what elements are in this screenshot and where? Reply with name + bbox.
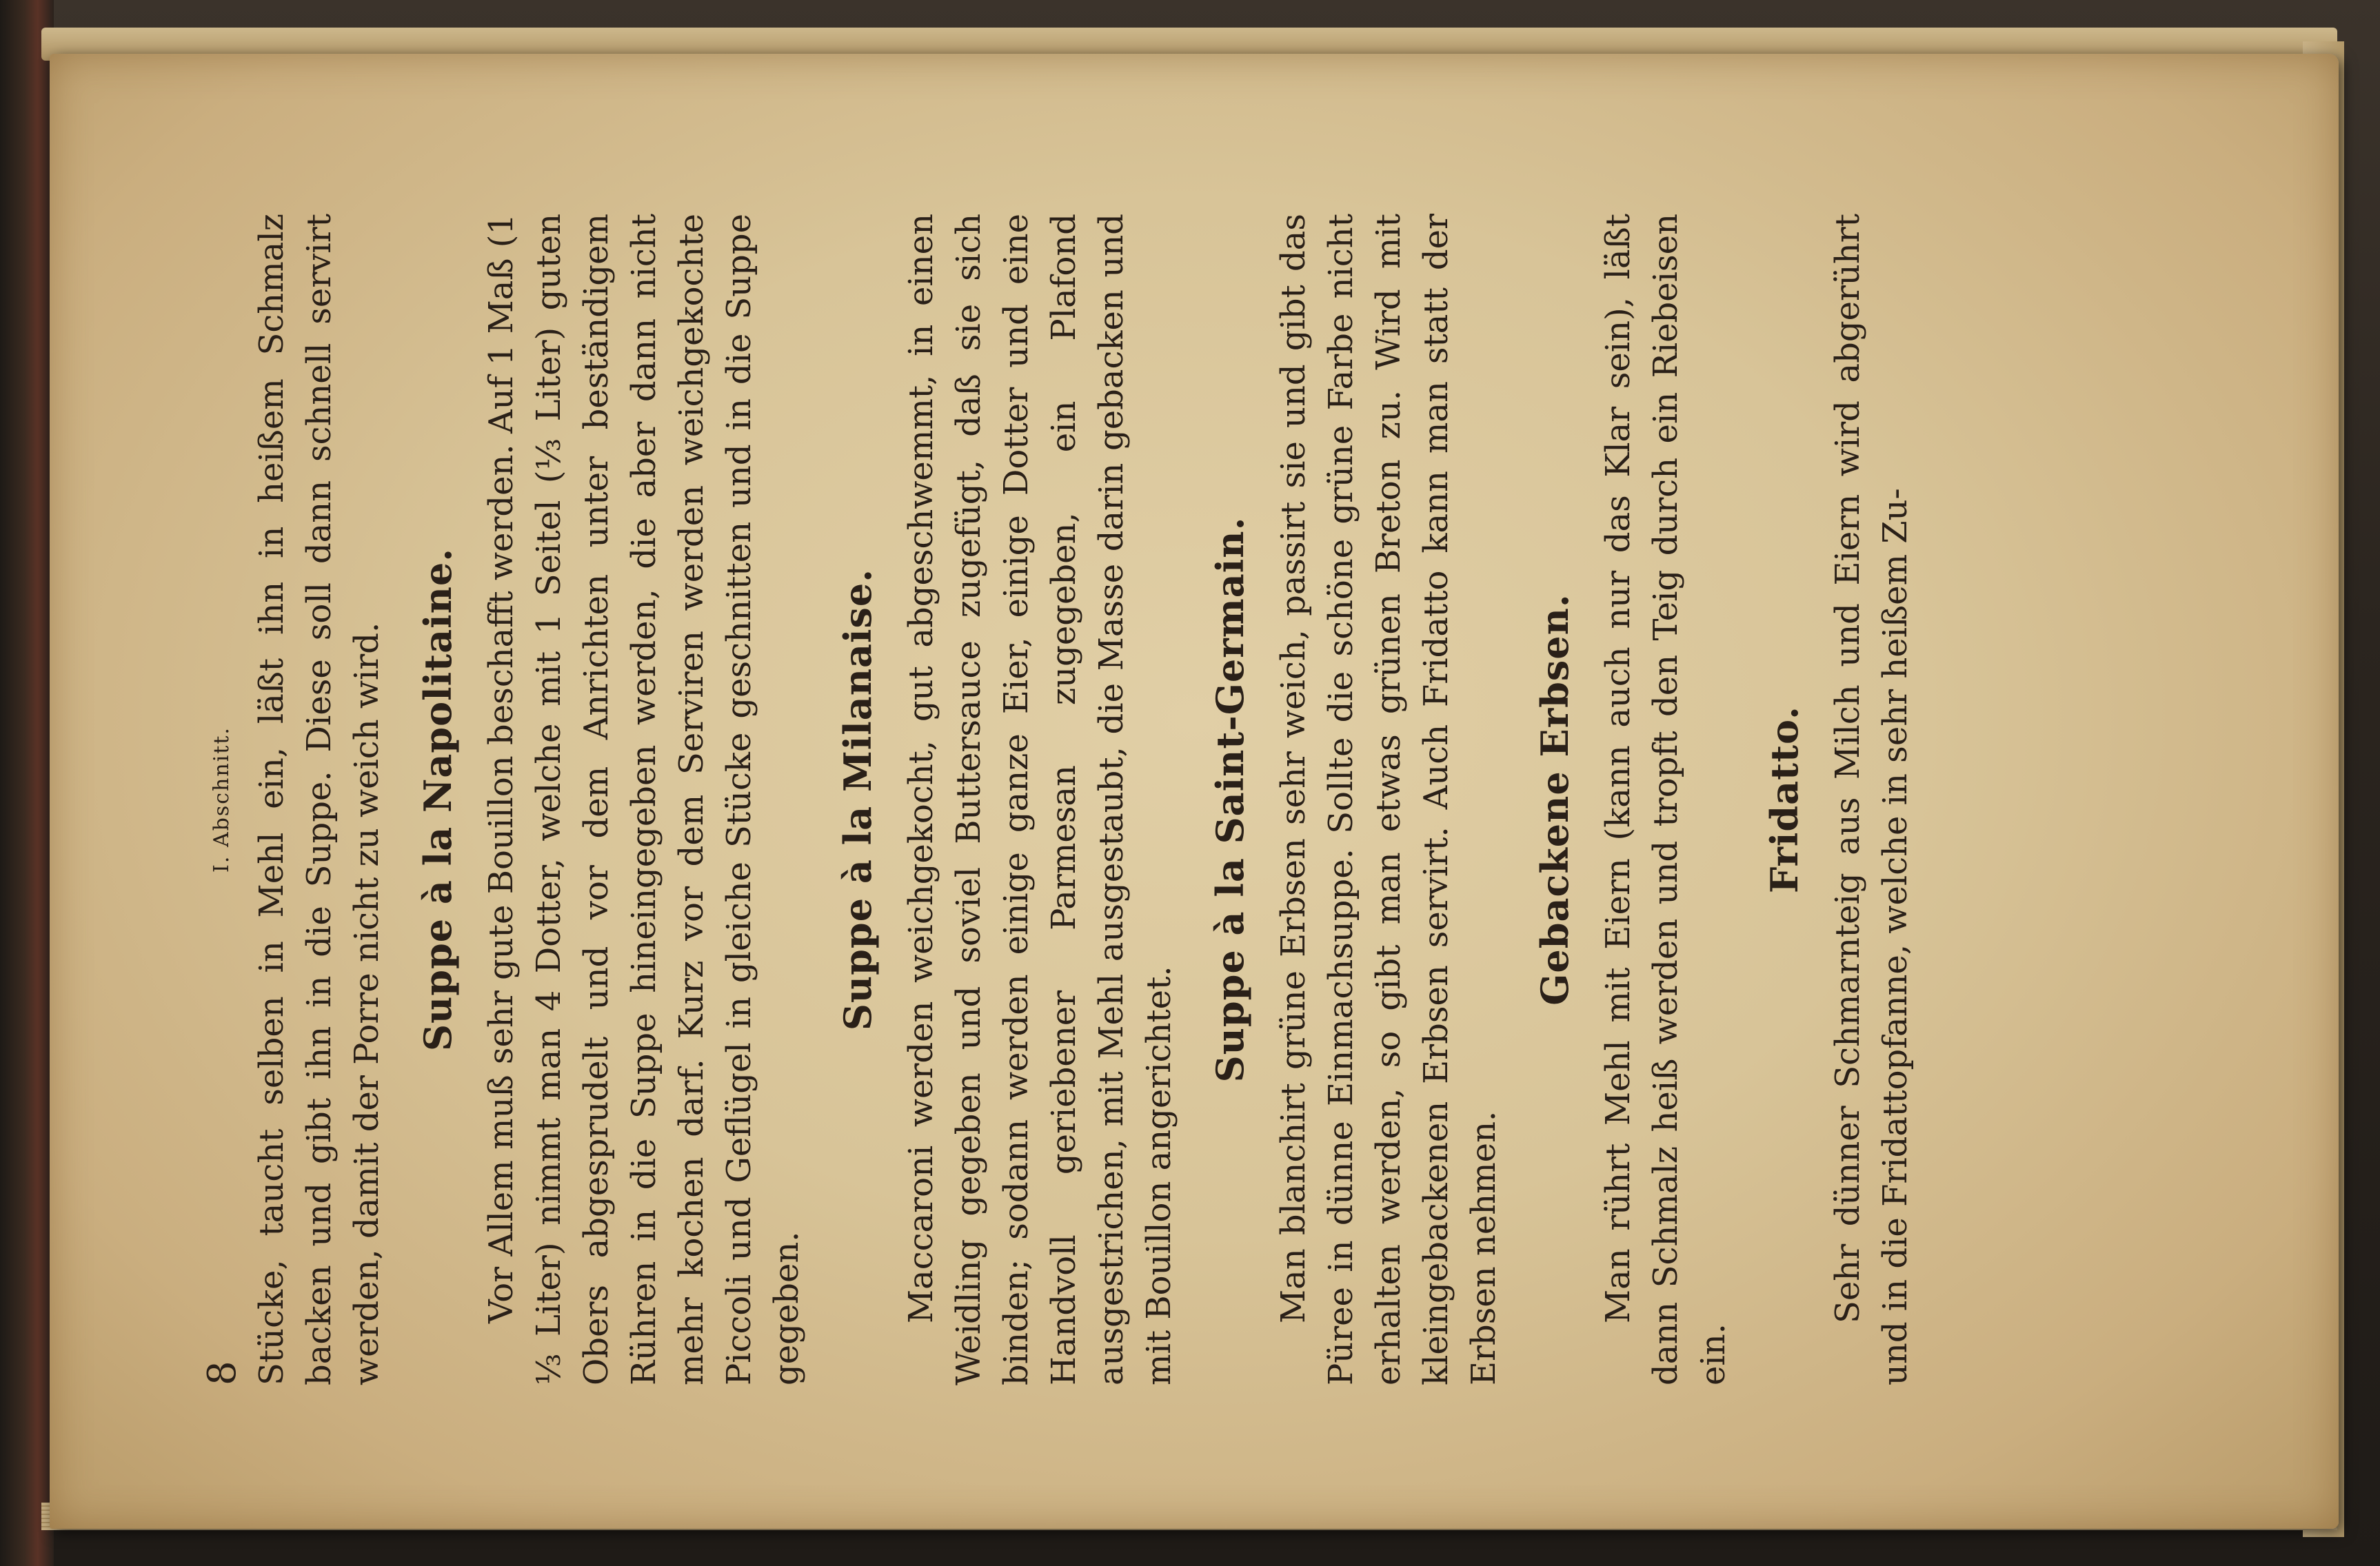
paragraph-napolitaine: Vor Allem muß sehr gute Bouillon beschafft werden. Auf 1 Maß (1 ⅓ Liter) nimmt man 4 Dotter, welche mit 1 Seitel (⅓ Liter) guten Obers abgesprudelt und vor dem Anrichten unter beständigem Rühren in die Suppe hineingegeben werden, die aber dann nicht mehr kochen darf. Kurz vor dem Serviren werden weichgekochte Piccoli und Geflügel in gleiche Stücke geschnitten und in die Suppe gegeben.	[482, 214, 806, 1385]
intro-paragraph: Stücke, taucht selben in Mehl ein, läßt ihn in heißem Schmalz backen und gibt ihn in die Suppe. Diese soll dann schnell servirt werden, damit der Porre nicht zu weich wird.	[252, 214, 386, 1385]
heading-saint-germain: Suppe à la Saint-Germain.	[1208, 516, 1252, 1083]
page-header	[200, 214, 248, 1385]
paragraph-gebackene-erbsen: Man rührt Mehl mit Eiern (kann auch nur das Klar sein), läßt dann Schmalz heiß werden und tropft den Teig durch ein Riebeisen ein.	[1599, 214, 1733, 1385]
paragraph-fridatto: Sehr dünner Schmarnteig aus Milch und Eiern wird abgerührt und in die Fridattopfanne, welche in sehr heißem Zu-	[1828, 214, 1915, 1385]
heading-fridatto: Fridatto.	[1762, 706, 1806, 893]
page-number: 8	[200, 1361, 245, 1385]
paragraph-saint-germain: Man blanchirt grüne Erbsen sehr weich, passirt sie und gibt das Püree in dünne Einmachsuppe. Sollte die schöne grüne Farbe nicht erhalten werden, so gibt man etwas grünen Breton zu. Wird mit kleingebackenen Erbsen servirt. Auch Fridatto kann man statt der Erbsen nehmen.	[1274, 214, 1503, 1385]
heading-napolitaine: Suppe à la Napolitaine.	[416, 547, 460, 1052]
paragraph-milanaise: Maccaroni werden weichgekocht, gut abgeschwemmt, in einen Weidling gegeben und soviel Buttersauce zugefügt, daß sie sich binden; sodann werden einige ganze Eier, einige Dotter und eine Handvoll geriebener Parmesan zugegeben, ein Plafond ausgestrichen, mit Mehl ausgestaubt, die Masse darin gebacken und mit Bouillon angerichtet.	[902, 214, 1178, 1385]
running-head: I. Abschnitt.	[210, 726, 234, 873]
page-content	[200, 214, 2268, 1385]
heading-gebackene-erbsen: Gebackene Erbsen.	[1533, 593, 1577, 1006]
heading-milanaise: Suppe à la Milanaise.	[836, 568, 880, 1031]
book-cover-edge	[0, 0, 54, 1566]
